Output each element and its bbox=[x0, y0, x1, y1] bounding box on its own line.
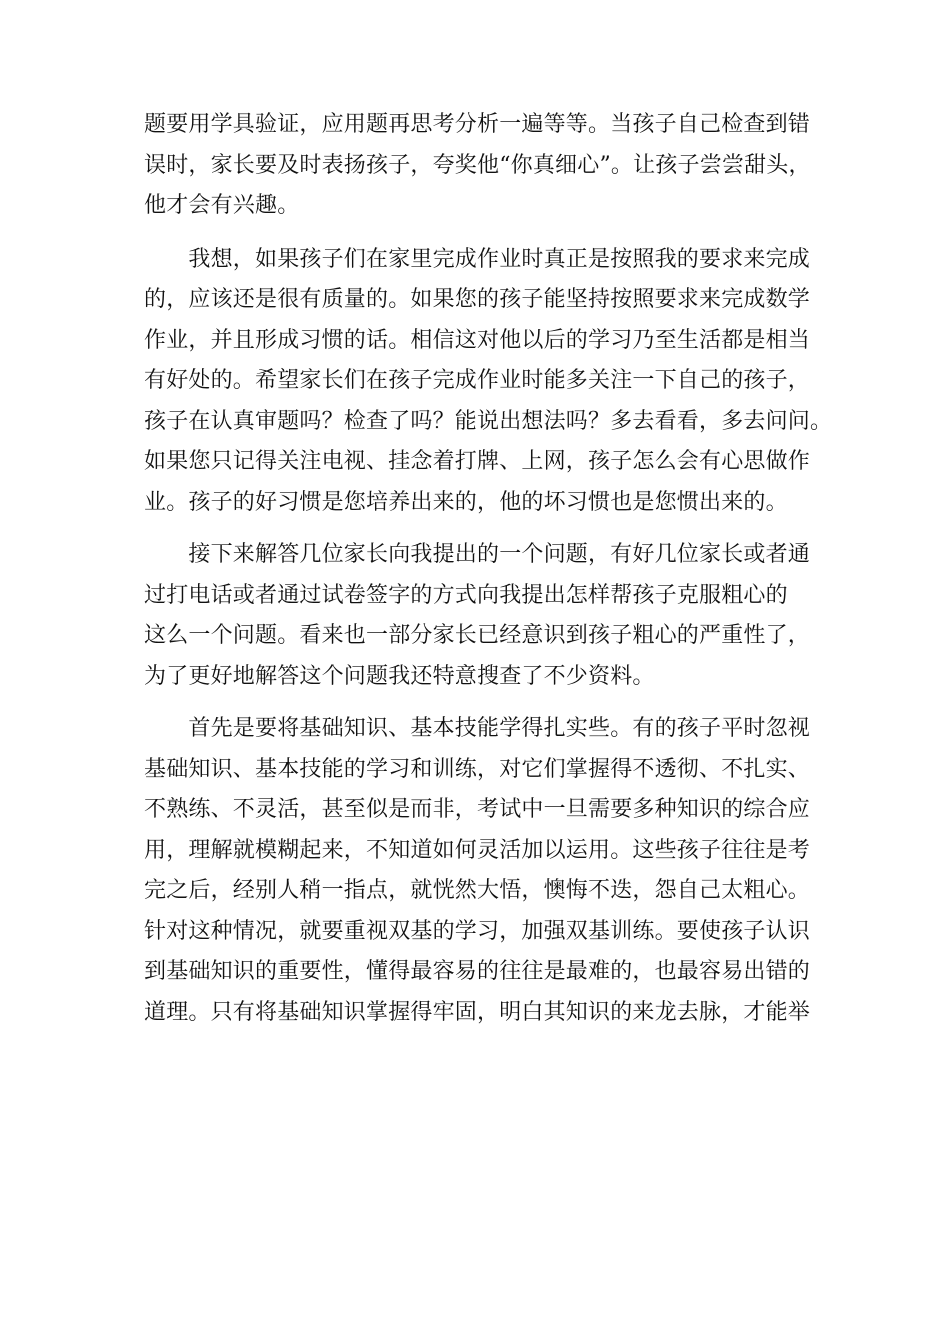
paragraph-1 bbox=[144, 105, 824, 227]
text-line: 不熟练、不灵活，甚至似是而非，考试中一旦需要多种知识的综合应 bbox=[144, 797, 811, 822]
text-line: 接下来解答几位家长向我提出的一个问题，有好几位家长或者通 bbox=[144, 542, 811, 567]
text-line: 孩子在认真审题吗？检查了吗？能说出想法吗？多去看看，多去问问。 bbox=[144, 408, 833, 434]
paragraph-2 bbox=[144, 240, 833, 524]
text-line: 作业，并且形成习惯的话。相信这对他以后的学习乃至生活都是相当 bbox=[144, 327, 811, 353]
text-line: 完之后，经别人稍一指点，就恍然大悟，懊悔不迭，怨自己太粗心。 bbox=[144, 878, 811, 903]
text-line: 用，理解就模糊起来，不知道如何灵活加以运用。这些孩子往往是考 bbox=[144, 837, 811, 863]
text-line: 他才会有兴趣。 bbox=[144, 193, 300, 218]
text-line: 这么一个问题。看来也一部分家长已经意识到孩子粗心的严重性了， bbox=[144, 623, 811, 648]
text-line: 的，应该还是很有质量的。如果您的孩子能坚持按照要求来完成数学 bbox=[144, 287, 811, 312]
text-line: 业。孩子的好习惯是您培养出来的，他的坏习惯也是您惯出来的。 bbox=[144, 489, 788, 515]
text-line: 过打电话或者通过试卷签字的方式向我提出怎样帮孩子克服粗心的 bbox=[144, 582, 788, 608]
text-line: 针对这种情况，就要重视双基的学习，加强双基训练。要使孩子认识 bbox=[144, 918, 811, 944]
paragraph-4 bbox=[144, 709, 824, 1033]
text-line: 基础知识、基本技能的学习和训练，对它们掌握得不透彻、不扎实、 bbox=[144, 756, 811, 782]
text-line: 如果您只记得关注电视、挂念着打牌、上网，孩子怎么会有心思做作 bbox=[144, 449, 811, 474]
text-line: 为了更好地解答这个问题我还特意搜查了不少资料。 bbox=[144, 663, 655, 689]
text-line: 到基础知识的重要性，懂得最容易的往往是最难的，也最容易出错的 bbox=[144, 959, 811, 984]
text-line: 误时，家长要及时表扬孩子，夸奖他“你真细心”。让孩子尝尝甜头， bbox=[144, 152, 811, 178]
paragraph-3 bbox=[144, 535, 824, 697]
text-line: 有好处的。希望家长们在孩子完成作业时能多关注一下自己的孩子， bbox=[144, 368, 811, 393]
document-body bbox=[144, 105, 833, 1045]
text-line: 道理。只有将基础知识掌握得牢固，明白其知识的来龙去脉，才能举 bbox=[144, 999, 811, 1025]
text-line: 题要用学具验证，应用题再思考分析一遍等等。当孩子自己检查到错 bbox=[144, 112, 811, 137]
text-line: 我想，如果孩子们在家里完成作业时真正是按照我的要求来完成 bbox=[144, 246, 811, 272]
text-line: 首先是要将基础知识、基本技能学得扎实些。有的孩子平时忽视 bbox=[144, 716, 811, 741]
